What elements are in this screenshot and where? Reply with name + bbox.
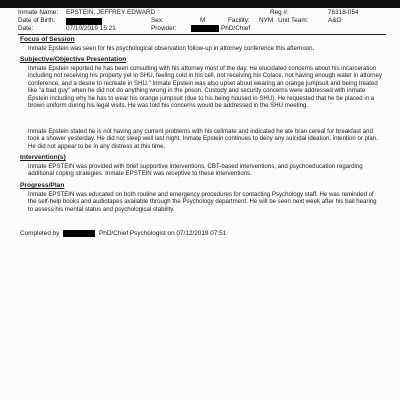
unit-team-value: A&O xyxy=(328,17,342,24)
progress-heading: Progress/Plan xyxy=(20,182,65,189)
date-label: Date: xyxy=(18,25,34,32)
sex-label: Sex: xyxy=(151,17,164,24)
reg-number: 76318-054 xyxy=(328,9,359,16)
inmate-name: EPSTEIN, JEFFREY EDWARD xyxy=(66,9,156,16)
subjective-heading: Subjective/Objective Presentation xyxy=(20,56,127,63)
facility-value: NYM xyxy=(259,17,274,24)
dob-redaction xyxy=(66,18,102,25)
subjective-text-2: Inmate Epstein stated he is not having any current problems with his cellmate and indicated he ate bran cereal for breakfast and took a shower yesterday. He did not sleep well last night. Inmate Epstein continues to deny any suicidal ideation, intention or plan. He did not appear to be in any distress at this time. xyxy=(28,128,378,150)
sex-value: M xyxy=(200,17,206,24)
date-value: 07/10/2019 15:21 xyxy=(66,25,116,32)
reg-label: Reg #: xyxy=(270,9,289,16)
provider-title: PhD/Chief xyxy=(221,25,251,32)
provider-label: Provider: xyxy=(151,25,177,32)
header-divider xyxy=(18,34,386,35)
header-band xyxy=(0,0,400,8)
intervention-heading: Intervention(s) xyxy=(20,154,66,161)
record-header xyxy=(18,9,386,33)
unit-team-label: Unit Team: xyxy=(278,17,309,24)
completed-by-line xyxy=(20,230,226,237)
facility-label: Facility: xyxy=(228,17,250,24)
intervention-text: Inmate EPSTEIN was provided with brief supportive interventions, CBT-based interventions, and psychoeducation regarding additional coping strategies. Inmate EPSTEIN was receptive to these interventions. xyxy=(28,163,363,178)
dob-label: Date of Birth: xyxy=(18,17,56,24)
inmate-name-label: Inmate Name: xyxy=(18,9,59,16)
completed-by-suffix: PhD/Chief Psychologist on 07/12/2019 07:51 xyxy=(99,230,227,238)
subjective-text-1: Inmate Epstein reported he has been consulting with his attorney most of the day. He elucidated concerns about his incarceration including not receiving his property yet in SHU, feeling cold in his cell, not receiving his Colace, not having enough water in attorney conference, and a desire to recreate in SHU." Inmate Epstein was also upset about wearing an orange jumpsuit and being treated like "a bad guy" when he did not do anything wrong in the prison. Custody and security concerns were addressed with inmate Epstein including why he has to wear his orange jumpsuit (due to his being housed in SHU). He requested that he be placed in a brown uniform during his legal visits. He was told his concerns would be addressed in the SHU meeting. xyxy=(28,65,382,110)
focus-text: Inmate Epstein was seen for his psychological observation follow-up in attorney conference this afternoon. xyxy=(28,45,315,52)
completed-by-label: Completed by xyxy=(20,230,60,238)
focus-heading: Focus of Session xyxy=(20,36,75,43)
signer-redaction xyxy=(63,230,95,237)
progress-text: Inmate EPSTEIN was educated on both routine and emergency procedures for contacting Psychology staff. He was reminded of the self-help books and audiotapes available through the Psychology department. He will be seen next week after his bail hearing to assess his mental status and psychological stability. xyxy=(28,191,377,213)
